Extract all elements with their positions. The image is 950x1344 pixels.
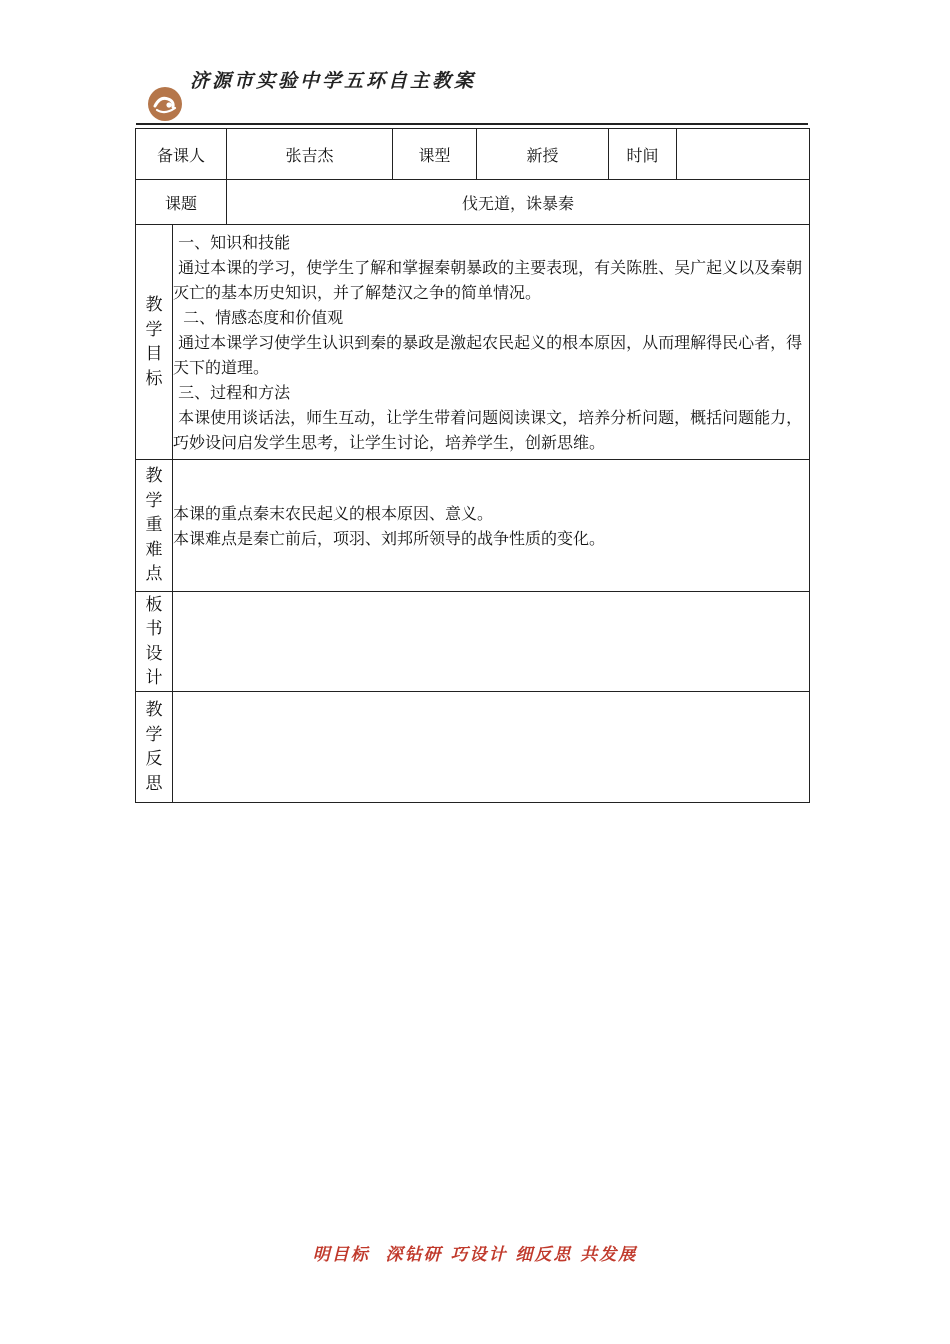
board-design-row [136, 592, 810, 692]
footer-motto: 明目标 深钻研 巧设计 细反思 共发展 [312, 1245, 638, 1265]
lesson-plan-table [135, 128, 810, 803]
topic-value: 伐无道，诛暴秦 [227, 180, 810, 225]
topic-label: 课题 [136, 180, 227, 225]
goal-heading-knowledge: 一、知识和技能 [173, 232, 291, 252]
reflection-label: 教 学 反 思 [136, 692, 173, 803]
key-point-text: 本课的重点秦末农民起义的根本原因、意义。 [173, 503, 494, 523]
preparer-label: 备课人 [136, 129, 227, 180]
key-points-row [136, 460, 810, 592]
goal-text-emotion: 通过本课学习使学生认识到秦的暴政是激起农民起义的根本原因，从而理解得民心者，得天下的道理。 [173, 332, 803, 377]
school-title: 济源市实验中学五环自主教案 [190, 70, 477, 92]
board-design-content [173, 592, 810, 692]
goal-heading-emotion: 二、情感态度和价值观 [173, 307, 344, 327]
school-logo-icon [146, 86, 184, 122]
difficult-point-text: 本课难点是秦亡前后，项羽、刘邦所领导的战争性质的变化。 [173, 528, 606, 548]
goals-row [136, 225, 810, 460]
goals-content [173, 225, 810, 460]
info-row [136, 129, 810, 180]
goal-text-knowledge: 通过本课的学习，使学生了解和掌握秦朝暴政的主要表现，有关陈胜、吴广起义以及秦朝灭亡的基本历史知识，并了解楚汉之争的简单情况。 [173, 257, 803, 302]
goal-text-process: 本课使用谈话法，师生互动，让学生带着问题阅读课文，培养分析问题，概括问题能力，巧妙设问启发学生思考，让学生讨论，培养学生，创新思维。 [173, 407, 803, 452]
board-design-label: 板 书 设 计 [136, 592, 173, 692]
time-label: 时间 [609, 129, 677, 180]
goals-label: 教 学 目 标 [136, 225, 173, 460]
lesson-type-label: 课型 [393, 129, 477, 180]
reflection-content [173, 692, 810, 803]
time-value [677, 129, 810, 180]
lesson-type-value: 新授 [477, 129, 609, 180]
key-points-content [173, 460, 810, 592]
reflection-row [136, 692, 810, 803]
preparer-value: 张吉杰 [227, 129, 393, 180]
goal-heading-process: 三、过程和方法 [173, 382, 291, 402]
header-rule [136, 123, 808, 125]
key-points-label: 教 学 重 难 点 [136, 460, 173, 592]
topic-row [136, 180, 810, 225]
